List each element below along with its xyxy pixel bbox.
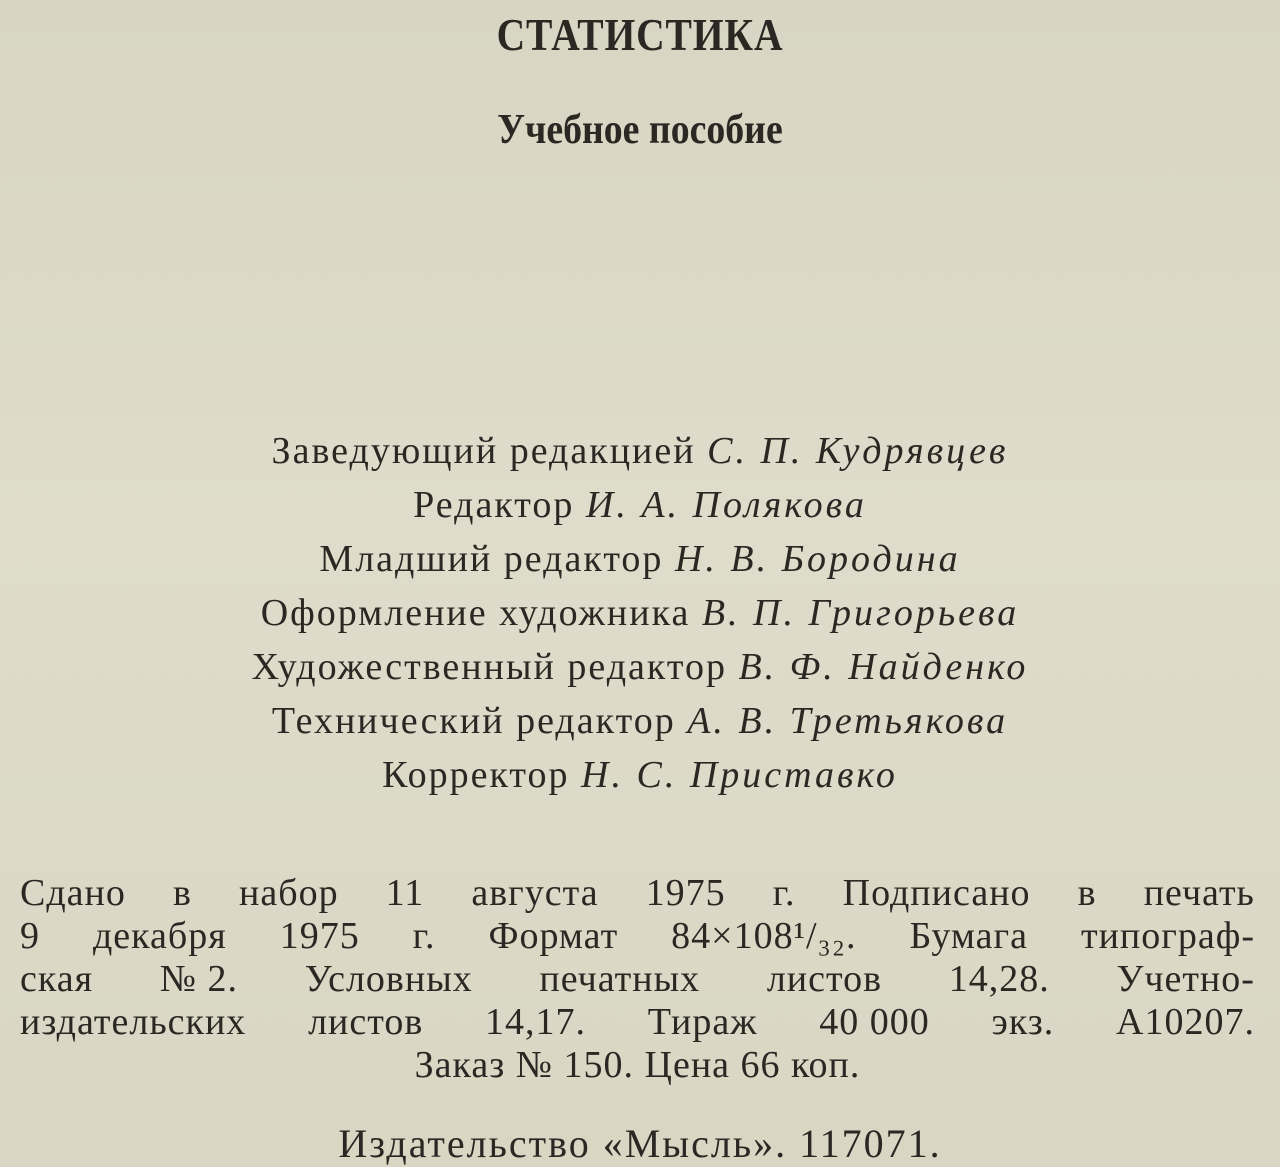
credit-name: А. В. Третьякова (687, 700, 1009, 742)
credit-role: Корректор (382, 754, 570, 796)
credit-role: Заведующий редакцией (271, 430, 696, 472)
imprint-word: Условных (304, 958, 473, 1000)
imprint-word: Формат (488, 915, 619, 957)
credit-name: И. А. Полякова (585, 484, 867, 526)
imprint-word: декабря (92, 915, 227, 957)
imprint-word: листов (766, 958, 883, 1000)
credit-line (0, 586, 1280, 640)
imprint-word: 14,28. (948, 958, 1050, 1000)
imprint-word: № 2. (159, 958, 239, 1000)
credit-line (0, 478, 1280, 532)
credit-role: Художественный редактор (251, 646, 727, 688)
imprint-word: 1975 (279, 915, 360, 957)
book-title: СТАТИСТИКА (496, 9, 784, 60)
publisher-line: Издательство «Мысль». 117071. (338, 1121, 942, 1166)
credit-name: В. Ф. Найденко (738, 646, 1029, 688)
imprint-word: 40 000 (819, 1001, 930, 1043)
imprint-word: А10207. (1116, 1001, 1255, 1043)
imprint-line (20, 872, 1255, 915)
credit-line (0, 748, 1280, 802)
imprint-paragraph (20, 872, 1255, 1087)
credit-name: Н. В. Бородина (674, 538, 961, 580)
imprint-word: г. (412, 915, 436, 957)
imprint-word: 84×108¹/₃₂. (671, 915, 857, 957)
imprint-word: 1975 (645, 872, 726, 914)
imprint-word: Учетно- (1116, 958, 1255, 1000)
book-subtitle: Учебное пособие (497, 107, 783, 153)
imprint-word: издательских (20, 1001, 247, 1043)
imprint-word: типограф- (1080, 915, 1255, 957)
imprint-word: 11 (385, 872, 425, 914)
imprint-word: печатных (539, 958, 701, 1000)
imprint-line (20, 958, 1255, 1001)
imprint-word: Сдано (20, 872, 126, 914)
imprint-word: набор (239, 872, 339, 914)
imprint-word: Подписано (842, 872, 1031, 914)
imprint-word: в (172, 872, 192, 914)
credits-list (0, 424, 1280, 802)
imprint-word: печать (1143, 872, 1255, 914)
credit-name: С. П. Кудрявцев (707, 430, 1009, 472)
credit-line (0, 424, 1280, 478)
imprint-line (20, 915, 1255, 958)
credit-role: Технический редактор (271, 700, 676, 742)
credit-role: Редактор (413, 484, 575, 526)
imprint-word: экз. (991, 1001, 1055, 1043)
imprint-word: Тираж (647, 1001, 758, 1043)
credit-name: В. П. Григорьева (701, 592, 1020, 634)
credit-name: Н. С. Приставко (581, 754, 898, 796)
imprint-word: г. (772, 872, 796, 914)
imprint-word: Бумага (909, 915, 1028, 957)
credit-line (0, 532, 1280, 586)
imprint-line (20, 1001, 1255, 1044)
imprint-word: листов (308, 1001, 424, 1043)
imprint-word: ская (20, 958, 94, 1000)
imprint-word: в (1077, 872, 1097, 914)
credit-line (0, 640, 1280, 694)
imprint-word: августа (471, 872, 599, 914)
credit-line (0, 694, 1280, 748)
imprint-word: 14,17. (485, 1001, 587, 1043)
imprint-word: 9 (20, 915, 40, 957)
credit-role: Младший редактор (319, 538, 664, 580)
credit-role: Оформление художника (260, 592, 691, 634)
imprint-line (20, 1044, 1255, 1087)
imprint-word: Заказ № 150. Цена 66 коп. (414, 1044, 861, 1086)
